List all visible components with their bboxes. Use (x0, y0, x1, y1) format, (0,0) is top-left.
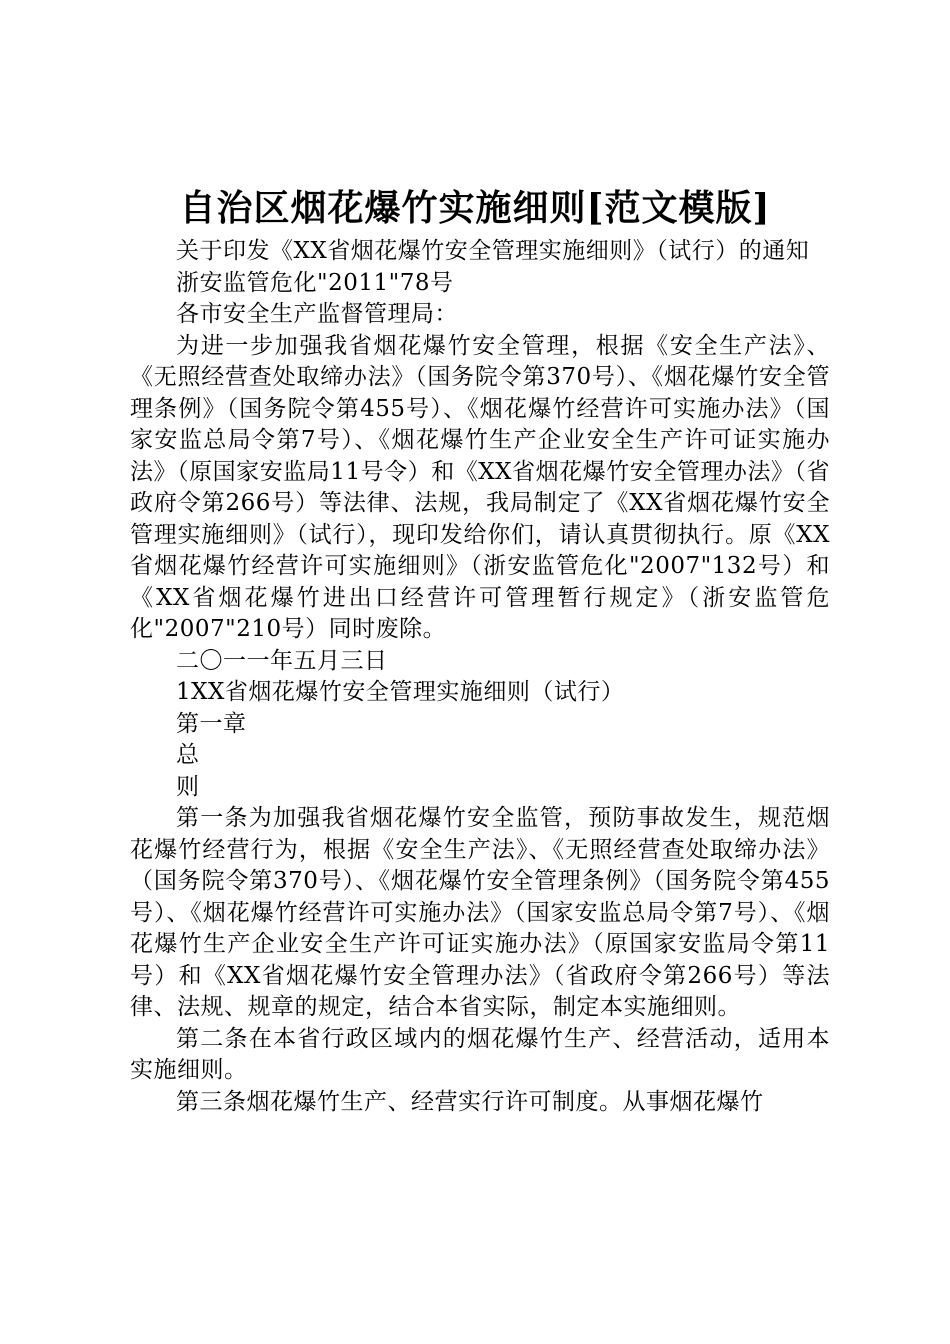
chapter-heading: 第一章 (176, 710, 247, 737)
chapter-title-part-2: 则 (176, 773, 200, 800)
notice-date: 二〇一一年五月三日 (176, 647, 388, 674)
attachment-title: 1XX省烟花爆竹安全管理实施细则（试行） (176, 679, 625, 705)
recipient-line: 各市安全生产监督管理局： (176, 301, 458, 327)
notice-heading: 关于印发《XX省烟花爆竹安全管理实施细则》（试行）的通知 (176, 238, 810, 264)
document-title: 自治区烟花爆竹实施细则[范文模版] (179, 187, 771, 229)
notice-body-paragraph: 为进一步加强我省烟花爆竹安全管理，根据《安全生产法》、《无照经营查处取缔办法》（国务院令第370号）、《烟花爆竹安全管理条例》（国务院令第455号）、《烟花爆竹经营许可实施办法》（国家安监总局令第7号）、《烟花爆竹生产企业安全生产许可证实施办法》（原国家安监局11号令）和《XX省烟花爆竹安全管理办法》（省政府令第266号）等法律、法规，我局制定了《XX省烟花爆竹安全管理实施细则》（试行），现印发给你们，请认真贯彻执行。原《XX省烟花爆竹经营许可实施细则》（浙安监管危化"2007"132号）和《XX省烟花爆竹进出口经营许可管理暂行规定》（浙安监管危化"2007"210号）同时废除。 (130, 332, 830, 642)
article-1: 第一条为加强我省烟花爆竹安全监管，预防事故发生，规范烟花爆竹经营行为，根据《安全生产法》、《无照经营查处取缔办法》（国务院令第370号）、《烟花爆竹安全管理条例》（国务院令第455号）、《烟花爆竹经营许可实施办法》（国家安监总局令第7号）、《烟花爆竹生产企业安全生产许可证实施办法》（原国家安监局令第11号）和《XX省烟花爆竹安全管理办法》（省政府令第266号）等法律、法规、规章的规定，结合本省实际，制定本实施细则。 (130, 805, 830, 1020)
document-number: 浙安监管危化"2011"78号 (176, 269, 454, 296)
article-2: 第二条在本省行政区域内的烟花爆竹生产、经营活动，适用本实施细则。 (130, 1025, 830, 1083)
article-3: 第三条烟花爆竹生产、经营实行许可制度。从事烟花爆竹 (176, 1088, 764, 1115)
document-body (130, 236, 830, 1118)
chapter-title-part-1: 总 (176, 742, 200, 768)
